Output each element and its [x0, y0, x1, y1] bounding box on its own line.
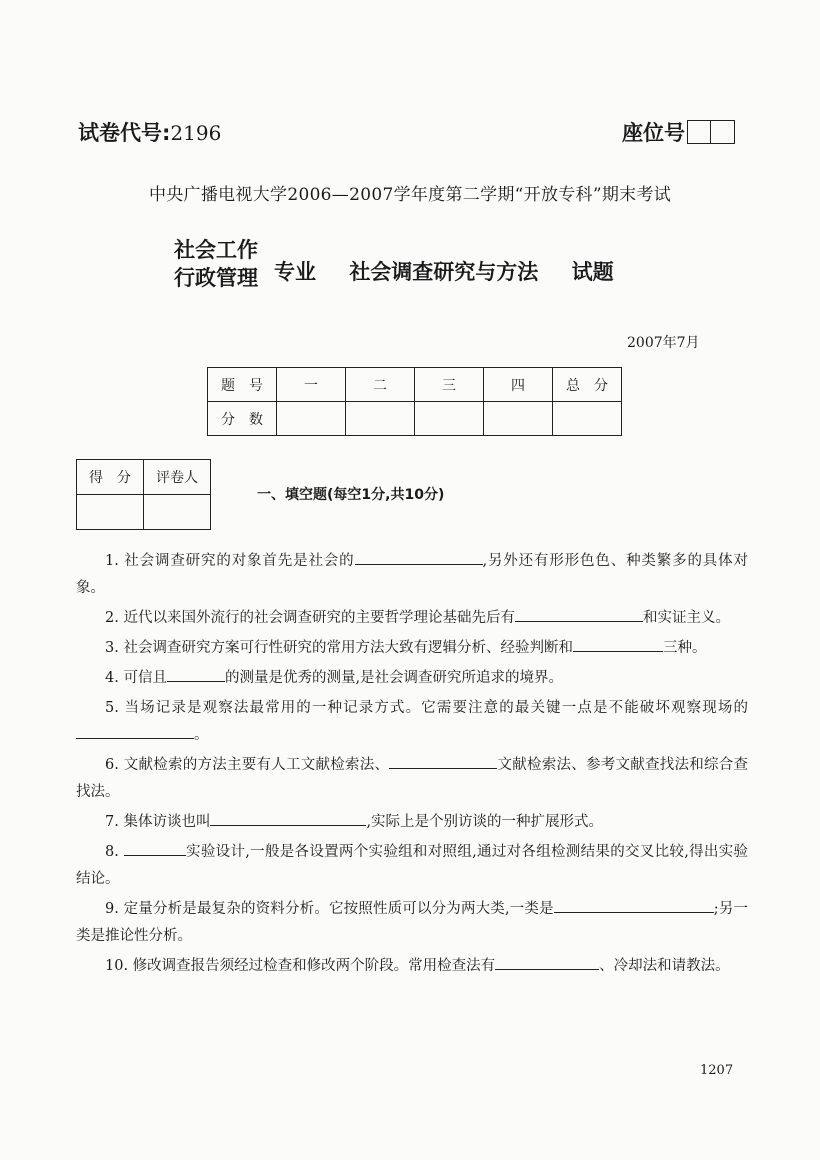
answer-blank[interactable] [210, 810, 366, 826]
score-input-cell[interactable] [346, 402, 415, 436]
score-table-cell: 总 分 [553, 368, 622, 402]
score-input-cell[interactable] [415, 402, 484, 436]
answer-blank[interactable] [515, 606, 643, 622]
score-input-cell[interactable] [484, 402, 553, 436]
exam-code-label: 试卷代号: [78, 121, 171, 145]
score-table-cell: 四 [484, 368, 553, 402]
answer-blank[interactable] [124, 840, 186, 856]
question-item: 6. 文献检索的方法主要有人工文献检索法、 文献检索法、参考文献查找法和综合查找法。 [76, 752, 748, 806]
question-item: 10. 修改调查报告须经过检查和修改两个阶段。常用检查法有 、冷却法和请教法。 [76, 953, 748, 980]
score-input-cell[interactable] [277, 402, 346, 436]
score-table [207, 367, 622, 436]
university-line: 中央广播电视大学2006—2007学年度第二学期“开放专科”期末考试 [148, 185, 672, 205]
question-list [76, 548, 748, 983]
seat-number [622, 117, 735, 147]
grader-score-label: 得 分 [77, 460, 144, 495]
major-suffix: 专业 [274, 260, 316, 284]
grader-name-input[interactable] [144, 495, 211, 530]
answer-blank[interactable] [167, 666, 225, 682]
seat-label: 座位号 [622, 121, 685, 145]
question-item: 9. 定量分析是最复杂的资料分析。它按照性质可以分为两大类,一类是 ;另一类是推论性分析。 [76, 896, 748, 950]
grader-label: 评卷人 [144, 460, 211, 495]
seat-boxes [687, 120, 735, 144]
score-table-header-row [208, 368, 622, 402]
grader-table-input-row [77, 495, 211, 530]
exam-code [78, 117, 221, 147]
score-input-cell[interactable] [553, 402, 622, 436]
major-admin: 行政管理 [174, 266, 258, 290]
score-table-score-row [208, 402, 622, 436]
answer-blank[interactable] [573, 636, 663, 652]
grader-table [76, 459, 211, 530]
score-table-cell: 分 数 [208, 402, 277, 436]
grader-score-input[interactable] [77, 495, 144, 530]
question-item: 2. 近代以来国外流行的社会调查研究的主要哲学理论基础先后有 和实证主义。 [76, 605, 748, 632]
majors [174, 236, 258, 292]
exam-date: 2007年7月 [627, 335, 700, 351]
page-number: 1207 [700, 1063, 734, 1078]
title-suffix: 试题 [571, 260, 614, 284]
answer-blank[interactable] [355, 549, 483, 565]
question-item: 3. 社会调查研究方案可行性研究的常用方法大致有逻辑分析、经验判断和 三种。 [76, 635, 748, 662]
score-table-cell: 二 [346, 368, 415, 402]
exam-code-value: 2196 [170, 121, 222, 145]
answer-blank[interactable] [76, 723, 194, 739]
score-table-cell: 三 [415, 368, 484, 402]
question-item: 7. 集体访谈也叫 ,实际上是个别访谈的一种扩展形式。 [76, 809, 748, 836]
answer-blank[interactable] [389, 753, 497, 769]
question-item: 4. 可信且 的测量是优秀的测量,是社会调查研究所追求的境界。 [76, 665, 748, 692]
question-item: 1. 社会调查研究的对象首先是社会的 ,另外还有形形色色、种类繁多的具体对象。 [76, 548, 748, 602]
score-table-cell: 一 [277, 368, 346, 402]
course-name: 社会调查研究与方法 [349, 260, 539, 284]
score-table-cell: 题 号 [208, 368, 277, 402]
grader-table-header-row [77, 460, 211, 495]
section-title: 一、填空题(每空1分,共10分) [257, 487, 445, 503]
question-item: 8. 实验设计,一般是各设置两个实验组和对照组,通过对各组检测结果的交叉比较,得出实验结论。 [76, 839, 748, 893]
answer-blank[interactable] [554, 897, 714, 913]
major-social-work: 社会工作 [174, 238, 258, 262]
seat-box[interactable] [711, 120, 735, 144]
exam-title [274, 256, 640, 286]
question-item: 5. 当场记录是观察法最常用的一种记录方式。它需要注意的最关键一点是不能破坏观察现场的。 [76, 695, 748, 749]
answer-blank[interactable] [495, 954, 599, 970]
seat-box[interactable] [687, 120, 711, 144]
